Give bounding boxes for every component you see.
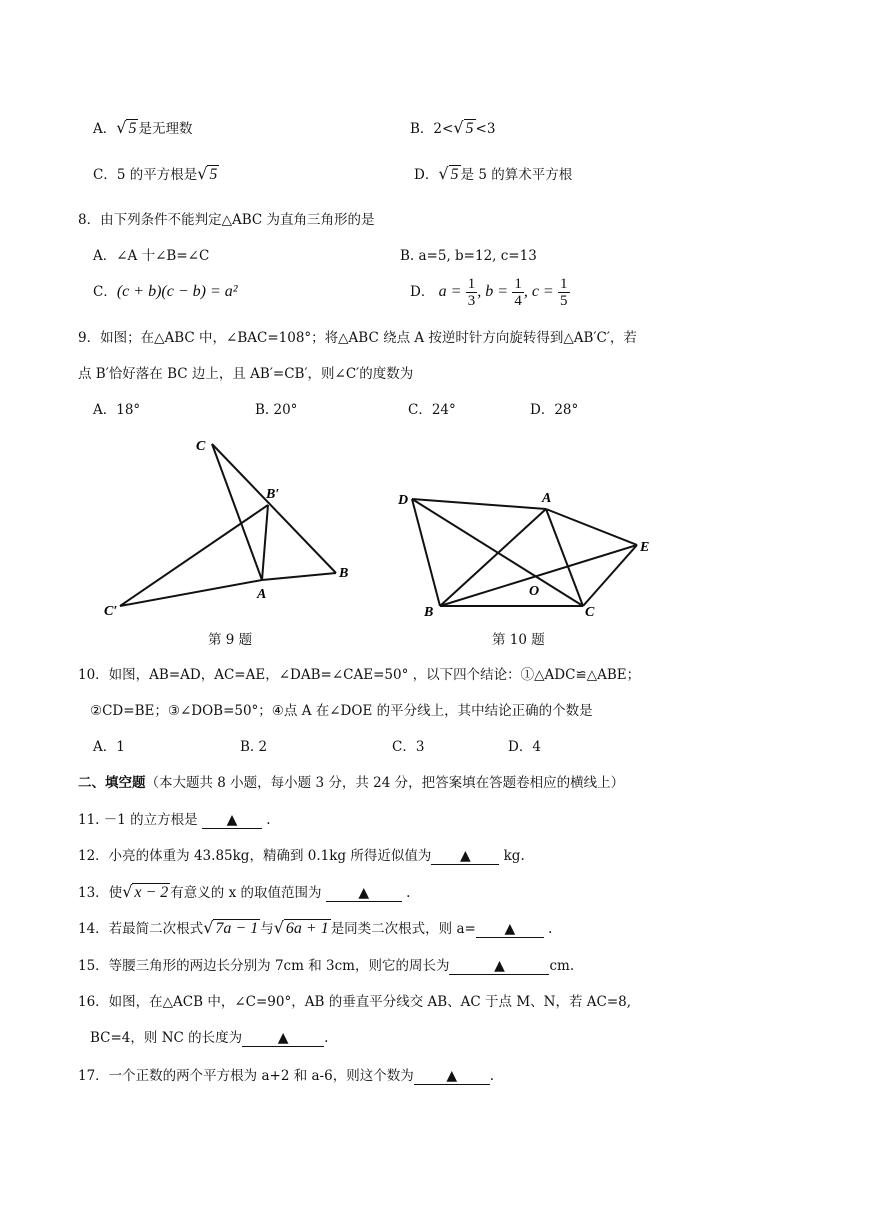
q13: 13．使√ x − 2 有意义的 x 的取值范围为 ▲ . [78, 882, 411, 901]
q7-option-a: A．√ 5 是无理数 [93, 118, 193, 137]
fig10-label-e: E [640, 540, 650, 555]
q10-option-a: A．1 [93, 739, 125, 755]
figure-9-diagram [120, 444, 336, 606]
fig10-label-b: B [424, 605, 434, 620]
q8-option-b: B. a=5, b=12, c=13 [400, 248, 537, 264]
fig9-label-c: C [196, 439, 206, 454]
q12-answer-blank: ▲ [431, 848, 499, 865]
fig10-label-a: A [542, 491, 552, 506]
q17-answer-blank: ▲ [414, 1068, 490, 1085]
fig9-label-b-prime: B′ [266, 487, 280, 502]
q8-option-d: D． a = $\frac{1}{3}$ , b = $\frac{1}{4}$ , c = $\frac{1}{5}$ [410, 276, 568, 309]
fraction-one-fifth: $\frac{1}{5}$ [560, 276, 568, 309]
fig9-label-a: A [257, 587, 267, 602]
fraction-one-third: $\frac{1}{3}$ [467, 276, 476, 309]
q7-option-c: C．5 的平方根是√ 5 [93, 164, 218, 183]
q14-answer-blank: ▲ [476, 921, 544, 938]
q16-stem-line1: 16．如图，在△ACB 中，∠C=90°，AB 的垂直平分线交 AB、AC 于点 M、N，若 AC=8, [78, 994, 632, 1010]
q10-option-c: C．3 [392, 739, 425, 755]
fraction-one-quarter: $\frac{1}{4}$ [514, 276, 522, 309]
q9-stem-line2: 点 B′恰好落在 BC 边上，且 AB′=CB′，则∠C′的度数为 [78, 366, 414, 382]
q10-option-b: B. 2 [240, 739, 268, 755]
q9-stem-line1: 9．如图；在△ABC 中，∠BAC=108°；将△ABC 绕点 A 按逆时针方向旋转得到△AB′C′，若 [78, 330, 637, 346]
q9-option-a: A．18° [93, 402, 141, 418]
q11-answer-blank: ▲ [202, 812, 262, 829]
fig10-caption: 第 10 题 [492, 632, 545, 648]
figures [0, 425, 869, 655]
q17: 17．一个正数的两个平方根为 a+2 和 a-6，则这个数为 ▲ . [78, 1068, 494, 1084]
q16: BC=4，则 NC 的长度为 ▲ . [90, 1030, 329, 1046]
fig9-caption: 第 9 题 [208, 632, 253, 648]
q13-answer-blank: ▲ [326, 885, 402, 902]
fig10-label-d: D [398, 493, 409, 508]
q14: 14．若最简二次根式√ 7a − 1 与√ 6a + 1 是同类二次根式，则 a= ▲ . [78, 918, 553, 937]
q15: 15．等腰三角形的两边长分别为 7cm 和 3cm，则它的周长为 ▲ cm. [78, 958, 575, 974]
q9-option-b: B. 20° [255, 402, 298, 418]
section-2-heading: 二、填空题（本大题共 8 小题，每小题 3 分，共 24 分，把答案填在答题卷相应的横线上） [78, 775, 625, 791]
fig10-label-o: O [529, 584, 540, 599]
fig9-label-c-prime: C′ [104, 604, 118, 619]
q12: 12．小亮的体重为 43.85kg，精确到 0.1kg 所得近似值为 ▲ kg. [78, 848, 525, 864]
fig10-label-c: C [585, 605, 595, 620]
q10-option-d: D．4 [508, 739, 541, 755]
q8-option-a: A．∠A 十∠B=∠C [93, 248, 210, 264]
q7-option-d: D．√ 5 是 5 的算术平方根 [414, 164, 573, 183]
q16-answer-blank: ▲ [242, 1030, 324, 1047]
q8-stem: 8．由下列条件不能判定△ABC 为直角三角形的是 [78, 212, 375, 228]
q8-option-c: C．(c + b)(c − b) = a² [93, 283, 238, 300]
q10-stem-line2: ②CD=BE；③∠DOB=50°；④点 A 在∠DOE 的平分线上，其中结论正确的个数是 [90, 703, 593, 719]
q15-answer-blank: ▲ [449, 958, 549, 975]
figure-10-diagram [412, 499, 637, 606]
q7-option-b: B．2<√ 5 <3 [410, 118, 496, 137]
fig9-label-b: B [339, 566, 349, 581]
q9-option-c: C．24° [408, 402, 456, 418]
q9-option-d: D．28° [530, 402, 579, 418]
q11: 11. －1 的立方根是 ▲ . [78, 812, 271, 828]
q10-stem-line1: 10．如图，AB=AD，AC=AE，∠DAB=∠CAE=50° ，以下四个结论：①△ADC≌△ABE； [78, 667, 641, 683]
